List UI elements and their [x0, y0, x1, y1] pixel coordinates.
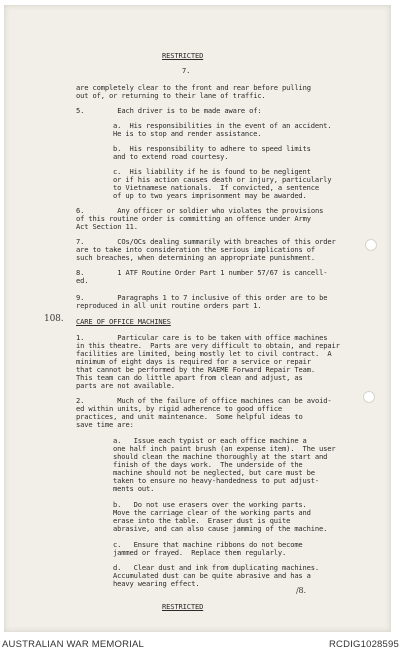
text-line: in this theatre. Parts are very difficult to obtain, and repair: [76, 341, 340, 350]
text-line: that cannot be performed by the RAEME Forward Repair Team.: [76, 365, 316, 374]
text-line: machine should not be neglected, but care must be: [113, 468, 315, 477]
text-line: This team can do little apart from clean and adjust, as: [76, 373, 303, 382]
text-line: c. His liability if he is found to be negligent: [113, 167, 311, 176]
paragraph-6: 6. Any officer or soldier who violates the provisions: [76, 206, 324, 215]
archive-record-id: RCDIG1028595: [329, 639, 399, 650]
archive-name: AUSTRALIAN WAR MEMORIAL: [2, 639, 145, 650]
security-classification-header: RESTRICTED: [162, 51, 204, 60]
subparagraph-a: a. Issue each typist or each office machine a: [113, 436, 307, 445]
text-line: minimum of eight days is required for a service or repair: [76, 357, 311, 366]
text-line: such breaches, when determining an appropriate punishment.: [76, 253, 316, 262]
text-line: ed.: [76, 276, 89, 285]
text-line: Move the carriage clear of the working parts and: [113, 508, 311, 517]
text-line: finish of the days work. The underside of the: [113, 460, 303, 469]
text-line: heavy wearing effect.: [113, 579, 200, 588]
text-line: to Vietnamese nationals. If convicted, a sentence: [113, 183, 320, 192]
paragraph-1: 1. Particular care is to be taken with office machines: [76, 333, 328, 342]
security-classification-footer: RESTRICTED: [162, 602, 204, 611]
text-line: abrasive, and can also cause jamming of the machine.: [113, 524, 328, 533]
text-line: Accumulated dust can be quite abrasive and has a: [113, 571, 311, 580]
text-line: jammed or frayed. Replace them regularly.: [113, 548, 287, 557]
text-line: taken to ensure no heavy-handedness to put adjust-: [113, 476, 320, 485]
paragraph-8: 8. 1 ATF Routine Order Part 1 number 57/67 is cancell-: [76, 268, 328, 277]
section-heading: CARE OF OFFICE MACHINES: [76, 317, 171, 326]
text-line: practices, and unit maintenance. Some helpful ideas to: [76, 412, 303, 421]
archive-footer: [0, 636, 403, 654]
text-line: parts are not available.: [76, 381, 175, 390]
text-line: are completely clear to the front and rear before pulling: [76, 83, 311, 92]
text-line: b. His responsibility to adhere to speed limits: [113, 144, 311, 153]
text-line: should clean the machine thoroughly at the start and: [113, 452, 328, 461]
page-number: 7.: [182, 66, 191, 75]
subparagraph-d: d. Clear dust and ink from duplicating machines.: [113, 563, 320, 572]
text-line: ed within units, by rigid adherence to good office: [76, 404, 283, 413]
text-line: are to take into consideration the serious implications of: [76, 245, 316, 254]
text-line: a. His responsibilities in the event of an accident.: [113, 121, 332, 130]
text-line: out of, or returning to their lane of traffic.: [76, 91, 266, 100]
text-line: facilities are limited, being mostly let to civil contract. A: [76, 349, 332, 358]
paragraph-5: 5. Each driver is to be made aware of:: [76, 106, 262, 115]
text-line: erase into the table. Eraser dust is quite: [113, 516, 291, 525]
text-line: of up to two years imprisonment may be awarded.: [113, 191, 307, 200]
subparagraph-b: b. Do not use erasers over the working parts.: [113, 500, 307, 509]
text-line: Act Section 11.: [76, 222, 138, 231]
text-line: ments out.: [113, 484, 155, 493]
punch-hole-mark: [363, 391, 375, 403]
continuation-marker: /8.: [296, 586, 306, 595]
handwritten-margin-number: 108.: [44, 314, 64, 324]
text-line: of this routine order is committing an offence under Army: [76, 214, 311, 223]
text-line: save time are:: [76, 420, 134, 429]
paragraph-2: 2. Much of the failure of office machines can be avoid-: [76, 396, 332, 405]
paragraph-7: 7. COs/OCs dealing summarily with breaches of this order: [76, 237, 336, 246]
punch-hole-mark: [365, 239, 377, 251]
text-line: or if his action causes death or injury, particularly: [113, 175, 332, 184]
paragraph-9: 9. Paragraphs 1 to 7 inclusive of this order are to be: [76, 293, 328, 302]
text-line: He is to stop and render assistance.: [113, 129, 262, 138]
text-line: one half inch paint brush (an expense item). The user: [113, 444, 336, 453]
subparagraph-c: c. Ensure that machine ribbons do not become: [113, 540, 303, 549]
text-line: and to extend road courtesy.: [113, 152, 229, 161]
text-line: reproduced in all unit routine orders part 1.: [76, 301, 262, 310]
